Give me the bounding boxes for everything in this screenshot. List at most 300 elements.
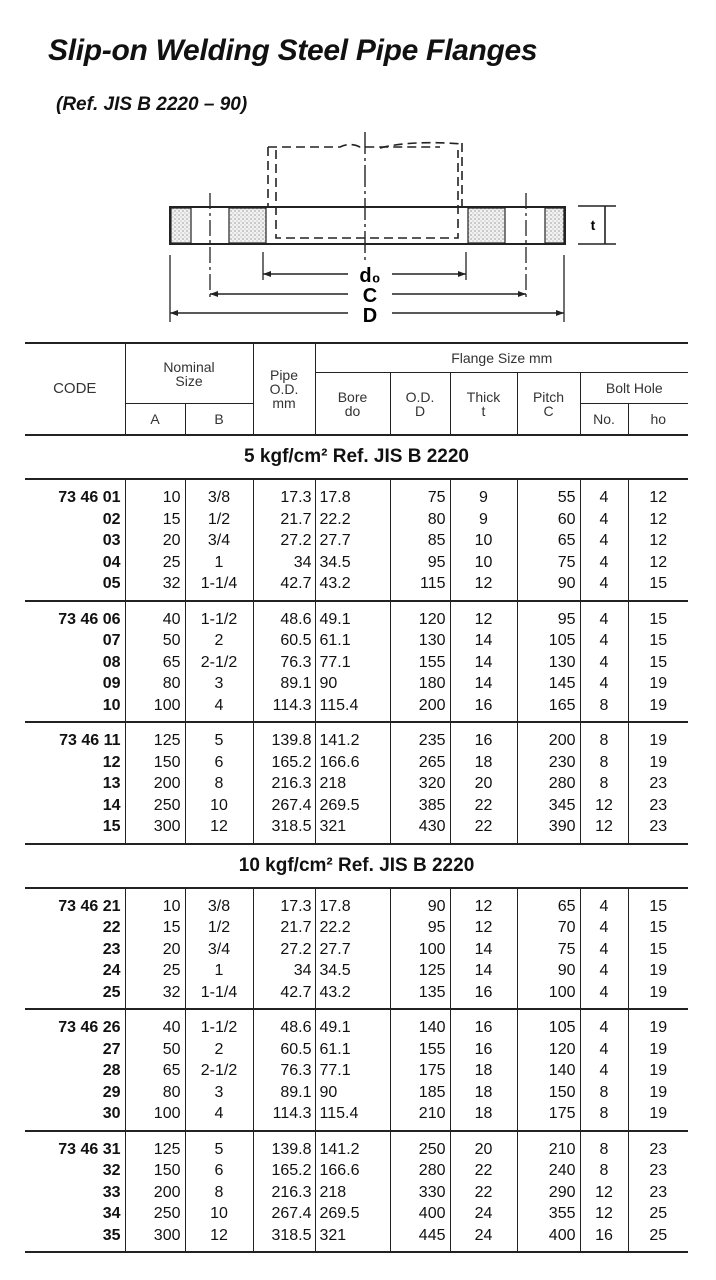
cell-bolt-hole-diameter: 12: [628, 479, 688, 509]
cell-bore: 218: [315, 1182, 390, 1204]
cell-flange-od: 200: [390, 695, 450, 723]
cell-bolt-hole-diameter: 19: [628, 1039, 688, 1061]
cell-bolt-hole-diameter: 19: [628, 1082, 688, 1104]
cell-bolt-count: 4: [580, 1039, 628, 1061]
header-nominal-size-label: Nominal Size: [163, 358, 215, 389]
cell-bolt-count: 4: [580, 939, 628, 961]
cell-nominal-b: 2-1/2: [185, 1060, 253, 1082]
cell-bolt-hole-diameter: 25: [628, 1225, 688, 1253]
cell-pitch: 200: [517, 722, 580, 752]
table-row: [25, 630, 688, 652]
cell-nominal-b: 12: [185, 816, 253, 844]
cell-nominal-b: 6: [185, 1160, 253, 1182]
cell-bore: 17.8: [315, 479, 390, 509]
row-group: [25, 1131, 688, 1253]
cell-flange-od: 235: [390, 722, 450, 752]
cell-bore: 34.5: [315, 552, 390, 574]
header-flange-size: Flange Size mm: [315, 343, 688, 373]
cell-bore: 27.7: [315, 530, 390, 552]
cell-nominal-a: 200: [125, 1182, 185, 1204]
cell-pitch: 90: [517, 960, 580, 982]
cell-bore: 115.4: [315, 695, 390, 723]
table-row: [25, 795, 688, 817]
pitch-dimension-label: C: [362, 285, 378, 307]
cell-bore: 166.6: [315, 1160, 390, 1182]
header-nominal-size: [125, 343, 253, 404]
cell-nominal-a: 125: [125, 722, 185, 752]
cell-bolt-count: 4: [580, 509, 628, 531]
cell-bolt-hole-diameter: 12: [628, 552, 688, 574]
cell-bolt-hole-diameter: 25: [628, 1203, 688, 1225]
cell-flange-od: 280: [390, 1160, 450, 1182]
cell-nominal-a: 20: [125, 530, 185, 552]
cell-bolt-hole-diameter: 19: [628, 982, 688, 1010]
cell-bolt-hole-diameter: 19: [628, 1103, 688, 1131]
table-row: [25, 1225, 688, 1253]
header-thick-line1: Thick: [466, 388, 501, 405]
cell-thickness: 18: [450, 1060, 517, 1082]
row-group: [25, 479, 688, 601]
cell-code: 34: [102, 1205, 121, 1222]
cell-nominal-a: 32: [125, 982, 185, 1010]
cell-bolt-count: 4: [580, 888, 628, 918]
cell-bolt-hole-diameter: 12: [628, 509, 688, 531]
cell-pitch: 145: [517, 673, 580, 695]
table-row: [25, 752, 688, 774]
cell-pipe-od: 216.3: [253, 773, 315, 795]
cell-bolt-hole-diameter: 19: [628, 960, 688, 982]
cell-nominal-b: 1-1/4: [185, 573, 253, 601]
cell-pitch: 60: [517, 509, 580, 531]
cell-flange-od: 100: [390, 939, 450, 961]
cell-bolt-count: 4: [580, 960, 628, 982]
cell-nominal-a: 32: [125, 573, 185, 601]
cell-code: 29: [102, 1083, 121, 1101]
cell-pitch: 230: [517, 752, 580, 774]
cell-pipe-od: 34: [253, 960, 315, 982]
cell-thickness: 16: [450, 722, 517, 752]
cell-bolt-count: 4: [580, 917, 628, 939]
cell-pipe-od: 17.3: [253, 888, 315, 918]
cell-pipe-od: 76.3: [253, 652, 315, 674]
cell-nominal-a: 125: [125, 1131, 185, 1161]
cell-bore: 22.2: [315, 509, 390, 531]
cell-nominal-b: 3: [185, 1082, 253, 1104]
cell-bolt-hole-diameter: 15: [628, 573, 688, 601]
cell-nominal-a: 80: [125, 1082, 185, 1104]
cell-pitch: 390: [517, 816, 580, 844]
header-pitch-line2: C: [543, 402, 554, 419]
cell-nominal-b: 8: [185, 1182, 253, 1204]
cell-pipe-od: 114.3: [253, 1103, 315, 1131]
cell-code: 73 46 26: [58, 1019, 121, 1036]
cell-pipe-od: 48.6: [253, 601, 315, 631]
cell-nominal-a: 250: [125, 795, 185, 817]
cell-pipe-od: 318.5: [253, 1225, 315, 1253]
cell-bolt-count: 8: [580, 695, 628, 723]
cell-nominal-b: 12: [185, 1225, 253, 1253]
cell-bolt-hole-diameter: 23: [628, 795, 688, 817]
cell-bolt-count: 4: [580, 479, 628, 509]
cell-pitch: 55: [517, 479, 580, 509]
header-pitch: [517, 373, 580, 436]
header-od-line2: D: [414, 402, 426, 419]
cell-code: 09: [102, 675, 121, 692]
cell-flange-od: 95: [390, 552, 450, 574]
cell-pipe-od: 17.3: [253, 479, 315, 509]
cell-bolt-count: 8: [580, 773, 628, 795]
cell-thickness: 16: [450, 982, 517, 1010]
cell-code: 12: [102, 753, 121, 771]
cell-code: 73 46 06: [58, 610, 121, 628]
thickness-dimension-label: t: [590, 217, 596, 233]
cell-nominal-a: 20: [125, 939, 185, 961]
cell-flange-od: 250: [390, 1131, 450, 1161]
table-row: [25, 1160, 688, 1182]
cell-bolt-count: 4: [580, 630, 628, 652]
table-row: [25, 1082, 688, 1104]
cell-flange-od: 385: [390, 795, 450, 817]
cell-bolt-count: 4: [580, 652, 628, 674]
cell-thickness: 16: [450, 695, 517, 723]
cell-code: 23: [102, 940, 121, 958]
cell-bore: 166.6: [315, 752, 390, 774]
cell-code: 32: [102, 1162, 121, 1179]
cell-nominal-b: 1/2: [185, 917, 253, 939]
table-row: [25, 939, 688, 961]
cell-flange-od: 430: [390, 816, 450, 844]
cell-bolt-hole-diameter: 15: [628, 652, 688, 674]
cell-code: 14: [102, 796, 121, 814]
cell-flange-od: 155: [390, 1039, 450, 1061]
cell-bolt-count: 4: [580, 573, 628, 601]
header-bolt-hole: Bolt Hole: [580, 373, 688, 404]
cell-flange-od: 330: [390, 1182, 450, 1204]
cell-bore: 269.5: [315, 795, 390, 817]
cell-bolt-count: 4: [580, 982, 628, 1010]
cell-nominal-a: 100: [125, 695, 185, 723]
cell-pipe-od: 139.8: [253, 1131, 315, 1161]
cell-nominal-a: 150: [125, 1160, 185, 1182]
cell-nominal-a: 65: [125, 1060, 185, 1082]
cell-bore: 77.1: [315, 1060, 390, 1082]
cell-code: 33: [102, 1183, 121, 1201]
table-header: [25, 343, 688, 435]
cell-nominal-b: 10: [185, 795, 253, 817]
cell-nominal-b: 10: [185, 1203, 253, 1225]
cell-thickness: 14: [450, 960, 517, 982]
cell-nominal-b: 2: [185, 630, 253, 652]
cell-pipe-od: 114.3: [253, 695, 315, 723]
cell-flange-od: 130: [390, 630, 450, 652]
table-row: [25, 673, 688, 695]
cell-thickness: 16: [450, 1009, 517, 1039]
header-nominal-b: B: [185, 404, 253, 436]
cell-pipe-od: 60.5: [253, 1039, 315, 1061]
cell-pitch: 150: [517, 1082, 580, 1104]
cell-code: 07: [102, 632, 121, 649]
header-pipe-od-line1: Pipe: [269, 367, 299, 383]
cell-code: 13: [102, 775, 121, 792]
header-bore-line1: Bore: [337, 388, 368, 405]
cell-bolt-hole-diameter: 12: [628, 530, 688, 552]
cell-thickness: 18: [450, 752, 517, 774]
cell-pipe-od: 267.4: [253, 795, 315, 817]
cell-bore: 61.1: [315, 630, 390, 652]
cell-bolt-count: 8: [580, 1131, 628, 1161]
cell-bolt-count: 8: [580, 722, 628, 752]
cell-bolt-hole-diameter: 19: [628, 695, 688, 723]
cell-nominal-a: 250: [125, 1203, 185, 1225]
cell-pitch: 290: [517, 1182, 580, 1204]
cell-pitch: 345: [517, 795, 580, 817]
cell-bolt-count: 8: [580, 752, 628, 774]
cell-pitch: 100: [517, 982, 580, 1010]
cell-bolt-count: 4: [580, 1060, 628, 1082]
cell-pitch: 105: [517, 1009, 580, 1039]
cell-code: 25: [102, 983, 121, 1001]
cell-pipe-od: 267.4: [253, 1203, 315, 1225]
cell-pipe-od: 34: [253, 552, 315, 574]
cell-flange-od: 85: [390, 530, 450, 552]
cell-pitch: 130: [517, 652, 580, 674]
row-group: [25, 601, 688, 723]
cell-pipe-od: 76.3: [253, 1060, 315, 1082]
table-row: [25, 722, 688, 752]
cell-bolt-hole-diameter: 19: [628, 1009, 688, 1039]
cell-code: 73 46 31: [58, 1140, 121, 1158]
row-group: [25, 888, 688, 1010]
cell-flange-od: 400: [390, 1203, 450, 1225]
cell-thickness: 22: [450, 1182, 517, 1204]
table-row: [25, 917, 688, 939]
table-row: [25, 695, 688, 723]
header-pitch-line1: Pitch: [532, 388, 565, 405]
cell-bolt-count: 12: [580, 816, 628, 844]
cell-nominal-a: 10: [125, 888, 185, 918]
table-row: [25, 601, 688, 631]
table-row: [25, 1039, 688, 1061]
header-bolt-no: No.: [580, 404, 628, 436]
table-row: [25, 773, 688, 795]
cell-nominal-a: 25: [125, 552, 185, 574]
cell-code: 28: [102, 1062, 121, 1079]
cell-code: 04: [102, 553, 121, 571]
outer-diameter-label: D: [362, 305, 378, 327]
cell-thickness: 18: [450, 1103, 517, 1131]
table-row: [25, 479, 688, 509]
cell-bolt-hole-diameter: 15: [628, 888, 688, 918]
reference-subtitle: (Ref. JIS B 2220 – 90): [56, 94, 248, 115]
cell-pipe-od: 165.2: [253, 752, 315, 774]
header-pipe-od-line3: mm: [272, 395, 296, 411]
cell-thickness: 14: [450, 630, 517, 652]
cell-code: 73 46 11: [59, 732, 121, 749]
cell-flange-od: 80: [390, 509, 450, 531]
cell-bolt-count: 12: [580, 1182, 628, 1204]
cell-pitch: 175: [517, 1103, 580, 1131]
cell-nominal-b: 1/2: [185, 509, 253, 531]
header-thick: [450, 373, 517, 436]
cell-bore: 22.2: [315, 917, 390, 939]
header-bore-line2: do: [344, 402, 361, 419]
section-title: 10 kgf/cm² Ref. JIS B 2220: [25, 844, 688, 888]
cell-flange-od: 90: [390, 888, 450, 918]
cell-thickness: 24: [450, 1225, 517, 1253]
cell-bolt-count: 4: [580, 601, 628, 631]
cell-pitch: 280: [517, 773, 580, 795]
cell-flange-od: 125: [390, 960, 450, 982]
section-header: [25, 844, 688, 888]
table-row: [25, 816, 688, 844]
cell-bolt-hole-diameter: 15: [628, 939, 688, 961]
cell-bolt-hole-diameter: 23: [628, 1182, 688, 1204]
header-bolt-ho: ho: [628, 404, 688, 436]
cell-thickness: 20: [450, 773, 517, 795]
cell-bolt-hole-diameter: 19: [628, 673, 688, 695]
cell-bolt-hole-diameter: 23: [628, 773, 688, 795]
cell-pipe-od: 165.2: [253, 1160, 315, 1182]
cell-pipe-od: 48.6: [253, 1009, 315, 1039]
cell-bolt-hole-diameter: 19: [628, 1060, 688, 1082]
cell-bolt-hole-diameter: 23: [628, 816, 688, 844]
cell-pitch: 65: [517, 888, 580, 918]
cell-bolt-hole-diameter: 19: [628, 722, 688, 752]
cell-flange-od: 445: [390, 1225, 450, 1253]
cell-nominal-b: 3/4: [185, 530, 253, 552]
cell-nominal-a: 150: [125, 752, 185, 774]
cell-nominal-a: 15: [125, 509, 185, 531]
table-row: [25, 552, 688, 574]
header-pipe-od: [253, 343, 315, 435]
cell-thickness: 12: [450, 573, 517, 601]
cell-bore: 141.2: [315, 1131, 390, 1161]
table-row: [25, 1009, 688, 1039]
cell-bore: 34.5: [315, 960, 390, 982]
cell-nominal-a: 100: [125, 1103, 185, 1131]
cell-pipe-od: 27.2: [253, 530, 315, 552]
cell-nominal-b: 2-1/2: [185, 652, 253, 674]
cell-nominal-a: 25: [125, 960, 185, 982]
row-group: [25, 1009, 688, 1131]
header-nominal-a: A: [125, 404, 185, 436]
cell-code: 73 46 21: [58, 897, 121, 915]
cell-pipe-od: 89.1: [253, 673, 315, 695]
cell-bolt-hole-diameter: 15: [628, 601, 688, 631]
cell-bolt-hole-diameter: 15: [628, 917, 688, 939]
cell-thickness: 12: [450, 888, 517, 918]
bore-dimension-label: d₀: [359, 265, 381, 287]
cell-thickness: 10: [450, 552, 517, 574]
section-header: [25, 435, 688, 479]
cell-bore: 17.8: [315, 888, 390, 918]
cell-nominal-b: 5: [185, 722, 253, 752]
cell-nominal-a: 50: [125, 630, 185, 652]
table-row: [25, 652, 688, 674]
header-od-line1: O.D.: [405, 388, 435, 405]
cell-nominal-b: 1-1/4: [185, 982, 253, 1010]
cell-flange-od: 265: [390, 752, 450, 774]
cell-flange-od: 120: [390, 601, 450, 631]
cell-nominal-a: 50: [125, 1039, 185, 1061]
table-row: [25, 1060, 688, 1082]
cell-pipe-od: 27.2: [253, 939, 315, 961]
cell-pitch: 105: [517, 630, 580, 652]
cell-code: 05: [102, 575, 121, 592]
cell-nominal-a: 300: [125, 816, 185, 844]
header-bore: [315, 373, 390, 436]
cell-bore: 49.1: [315, 1009, 390, 1039]
cell-code: 24: [102, 962, 121, 979]
cell-pitch: 75: [517, 552, 580, 574]
cell-code: 73 46 01: [58, 489, 121, 506]
cell-nominal-b: 1-1/2: [185, 1009, 253, 1039]
cell-nominal-b: 1: [185, 960, 253, 982]
cell-bore: 115.4: [315, 1103, 390, 1131]
cell-flange-od: 185: [390, 1082, 450, 1104]
cell-pipe-od: 21.7: [253, 917, 315, 939]
cell-thickness: 14: [450, 939, 517, 961]
cell-thickness: 9: [450, 479, 517, 509]
cell-pitch: 120: [517, 1039, 580, 1061]
table-row: [25, 982, 688, 1010]
cell-nominal-b: 5: [185, 1131, 253, 1161]
cell-nominal-a: 40: [125, 601, 185, 631]
header-thick-line2: t: [481, 402, 486, 419]
cell-pitch: 65: [517, 530, 580, 552]
cell-code: 30: [102, 1105, 121, 1122]
cell-flange-od: 320: [390, 773, 450, 795]
cell-pipe-od: 89.1: [253, 1082, 315, 1104]
cell-bolt-count: 12: [580, 1203, 628, 1225]
cell-nominal-a: 15: [125, 917, 185, 939]
cell-bore: 49.1: [315, 601, 390, 631]
cell-code: 08: [102, 653, 121, 671]
table-row: [25, 1103, 688, 1131]
table-row: [25, 1182, 688, 1204]
header-od: [390, 373, 450, 436]
cell-thickness: 22: [450, 816, 517, 844]
cell-nominal-b: 4: [185, 1103, 253, 1131]
cell-nominal-b: 8: [185, 773, 253, 795]
cell-thickness: 12: [450, 601, 517, 631]
cell-bore: 27.7: [315, 939, 390, 961]
cell-bolt-count: 4: [580, 1009, 628, 1039]
cell-thickness: 22: [450, 1160, 517, 1182]
table-row: [25, 888, 688, 918]
cell-bore: 269.5: [315, 1203, 390, 1225]
table-row: [25, 1203, 688, 1225]
cell-pipe-od: 318.5: [253, 816, 315, 844]
cell-flange-od: 115: [390, 573, 450, 601]
cell-bolt-count: 16: [580, 1225, 628, 1253]
cell-pitch: 140: [517, 1060, 580, 1082]
cell-pitch: 95: [517, 601, 580, 631]
cell-thickness: 24: [450, 1203, 517, 1225]
cell-pitch: 400: [517, 1225, 580, 1253]
cell-bolt-count: 4: [580, 552, 628, 574]
header-code: CODE: [53, 380, 97, 397]
cell-bolt-count: 12: [580, 795, 628, 817]
cell-nominal-a: 65: [125, 652, 185, 674]
cell-pipe-od: 60.5: [253, 630, 315, 652]
cell-bolt-hole-diameter: 23: [628, 1131, 688, 1161]
cell-bore: 321: [315, 1225, 390, 1253]
cell-pitch: 90: [517, 573, 580, 601]
cell-nominal-b: 1-1/2: [185, 601, 253, 631]
cell-bore: 77.1: [315, 652, 390, 674]
cell-thickness: 16: [450, 1039, 517, 1061]
